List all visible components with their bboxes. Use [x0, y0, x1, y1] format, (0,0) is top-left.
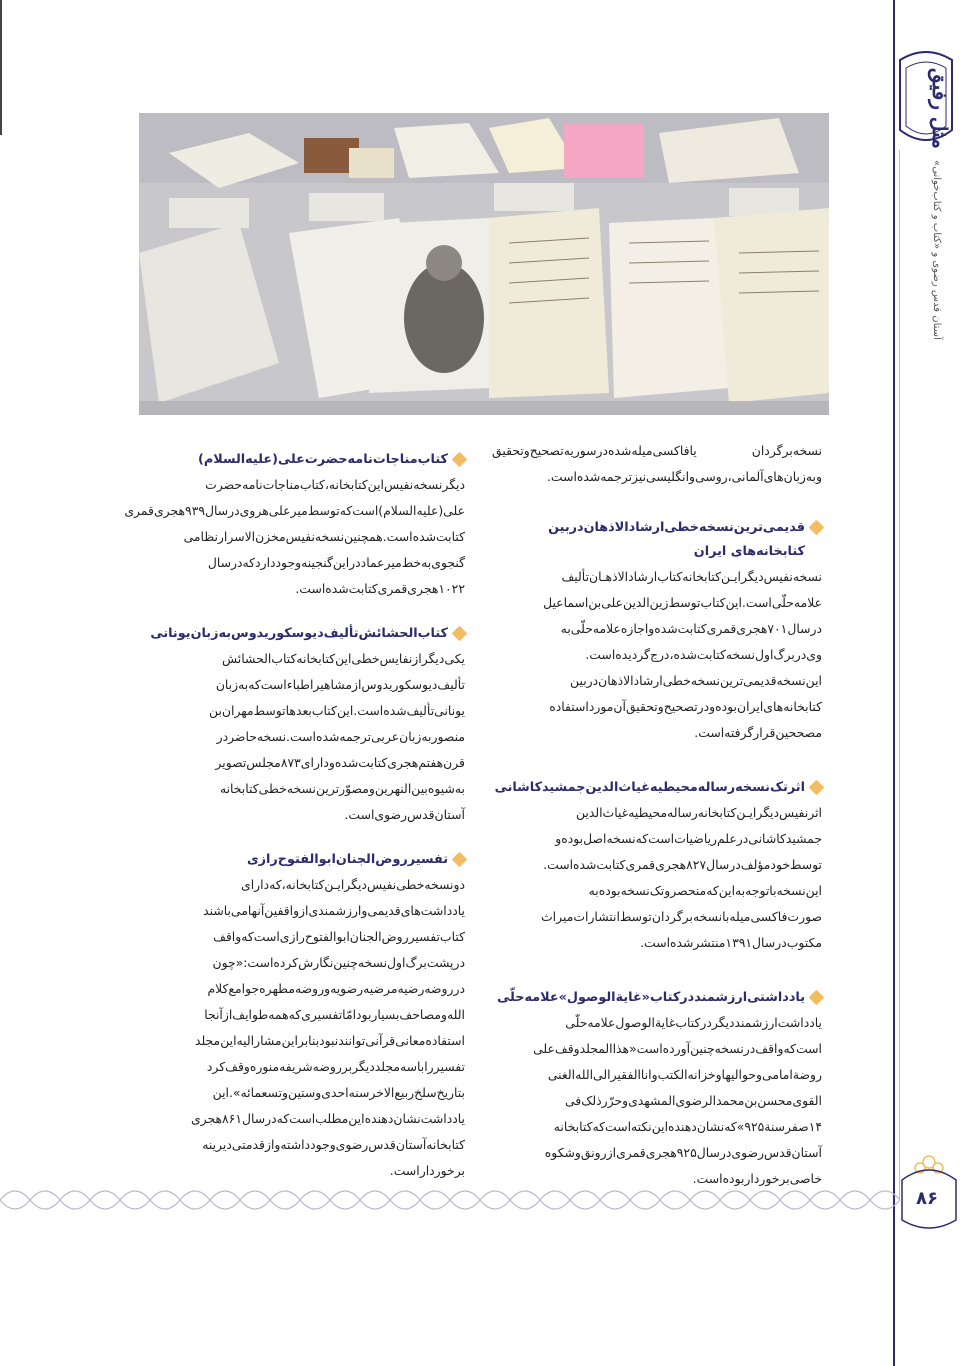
paragraph: این‌نسخه‌باتوجه‌به‌این‌که‌منحصروتک‌نسخه‌بوده‌به صورت‌فاکسی‌میله‌بانسخه‌برگردان‌توسط‌انتشارات‌میراث مکتوب‌درسال۱۳۹۱منتشرشده‌است. — [541, 883, 822, 950]
section-heading — [492, 986, 822, 1010]
diamond-bullet-icon — [809, 780, 825, 796]
page-edge — [0, 0, 2, 135]
intro-paragraph: نسخه‌برگردان یافاکسی‌میله‌شده‌درسوریه‌تصحیح‌وتحقیق وبه‌زبان‌های‌آلمانی،روسی‌وانگلیسی‌نیزترجمه‌شده‌است. — [492, 443, 822, 484]
paragraph: یکی‌دیگرازنفایس‌خطی‌این‌کتابخانه‌کتاب‌الحشائش تألیف‌دیوسکوریدوس‌ازمشاهیراطباءاست‌که‌به‌زبان یونانی‌تألیف‌شده‌است.این‌کتاب‌بعدهاتوسط‌مهران‌بن منصوربه‌زبان‌عربی‌ترجمه‌شده‌است.نسخه‌حاضردر قرن‌هفتم‌هجری‌کتابت‌شده‌ودارای۸۷۳مجلس‌تصویر به‌شیوه‌بین‌النهرین‌ومصوّرترین‌نسخه‌خطی‌کتابخانه آستان‌قدس‌رضوی‌است. — [209, 651, 465, 822]
heading-text: قدیمی‌ترین‌نسخه‌خطی‌ارشادالاذهان‌دربین کتابخانه‌های ایران — [548, 520, 805, 559]
heading-text: کتاب‌الحشائش‌تألیف‌دیوسکوریدوس‌به‌زبان‌یونانی — [150, 626, 448, 641]
diamond-bullet-icon — [452, 852, 468, 868]
side-strip — [892, 0, 966, 1366]
paragraph: دونسخه‌خطی‌نفیس‌دیگرایـن‌کتابخانه،که‌دارای یادداشت‌های‌قدیمی‌وارزشمندی‌ازواقفین‌آنهامی‌باشند کتاب‌تفسیرروض‌الجنان‌ابوالفتوح‌رازی‌است‌که‌واقف درپشت‌برگ‌اول‌نسخه‌چنین‌نگارش‌کرده‌است:«چون درروضه‌رضیه‌مرضیه‌رضویه‌وروضه‌مطهره‌جوامع‌کلام الله‌ومصاحف‌بسیاربودامّاتفسیری‌که‌همه‌طوایف‌ازآنجا استفاده‌معانی‌قرآنی‌توانندنبودبنابراین‌مشارالیه‌این‌مجلد تفسیررابا‌سه‌مجلددیگربرروضه‌شریفه‌منوره‌وقف‌کرد بتاریخ‌سلخ‌ربیع‌الاخرسنه‌احدی‌وستین‌وتسعمائه».این یادداشت‌نشان‌دهنده‌این‌مطلب‌است‌که‌درسال۸۶۱هجری کتابخانه‌آستان‌قدس‌رضوی‌وجودداشته‌وازقدمتی‌دیرینه برخوردار‌است. — [190, 877, 465, 1178]
paragraph: یادداشت‌ارزشمنددیگردرکتاب‌غایة‌الوصول‌علامه‌حلّی است‌که‌واقف‌درنسخه‌چنین‌آورده‌است«هذاالمجلدوقف‌علی روضة‌امامی‌وحوالیهاوخزانه‌الکتب‌وانا‌الفقیرالی‌الله‌الغنی القوی‌محسن‌بن‌محمدالرضوی‌المشهدی‌وحرّرذلک‌فی ۱۴صفرسنة۹۲۵»که‌نشان‌دهنده‌این‌نکته‌است‌که‌کتابخانه آستان‌قدس‌رضوی‌درسال۹۲۵هجری‌قمری‌ازرونق‌وشکوه خاصی‌برخورداربوده‌است. — [533, 1015, 822, 1186]
logo-text: مثل رفیق — [928, 68, 952, 149]
diamond-bullet-icon — [452, 626, 468, 642]
right-column — [492, 438, 822, 1210]
manuscripts-photo — [139, 113, 829, 415]
section-irshad — [492, 516, 822, 746]
heading-text: تفسیرروض‌الجنان‌ابوالفتوح‌رازی — [246, 852, 448, 867]
section-monajat — [124, 448, 465, 602]
section-heading — [135, 448, 465, 472]
page-number: ۸۶ — [916, 1188, 938, 1209]
section-heading — [135, 848, 465, 872]
section-heading — [492, 776, 822, 800]
breadcrumb: آستان قدس رضوی و «کتاب و کتاب‌خوانی» — [931, 160, 942, 340]
diamond-bullet-icon — [452, 452, 468, 468]
diamond-bullet-icon — [809, 520, 825, 536]
footer-arabesque-pattern — [0, 1180, 900, 1220]
side-line-thin — [899, 150, 900, 1200]
section-mohitiyeh — [492, 776, 822, 956]
manuscripts-illustration — [139, 113, 829, 415]
left-column — [124, 448, 465, 1202]
diamond-bullet-icon — [809, 990, 825, 1006]
paragraph: این‌نسخه‌قدیمی‌ترین‌نسخه‌خطی‌ارشادالاذهان‌دربین کتابخانه‌های‌ایران‌بوده‌ودرتصحیح‌وتحقیق‌آن‌مورداستفاده مصححین‌قرارگرفته‌است. — [549, 673, 822, 740]
heading-text: یادداشتی‌ارزشمنددرکتاب«غایة‌الوصول»علامه‌حلّی — [497, 990, 805, 1005]
section-heading — [492, 516, 822, 564]
section-heading — [135, 622, 465, 646]
heading-text: کتاب‌مناجات‌نامه‌حضرت‌علی‌(علیه‌السلام) — [198, 452, 448, 467]
paragraph: دیگرنسخه‌نفیس‌این‌کتابخانه،کتاب‌مناجات‌نامه‌حضرت علی(علیه‌السلام)است‌که‌توسط‌میرعلی‌هروی‌درسال۹۳۹هجری‌قمری کتابت‌شده‌است.همچنین‌نسخه‌نفیس‌مخزن‌الاسرارنظامی گنجوی‌به‌خط‌میرعماددراین‌گنجینه‌وجوددارد‌که‌درسال ۱۰۲۲هجری‌قمری‌کتابت‌شده‌است. — [124, 477, 465, 596]
section-ghayat — [492, 986, 822, 1192]
heading-text: اثرتک‌نسخه‌رساله‌محیطیه‌غیاث‌الدین‌جمشیدکاشانی — [494, 780, 805, 795]
paragraph: نسخه‌نفیس‌دیگرایـن‌کتابخانه‌کتاب‌ارشادالاذهـان‌تألیف علامه‌حلّی‌است.این‌کتاب‌توسط‌زین‌الدین‌علی‌بن‌اسماعیل درسال۷۰۱هجری‌قمری‌کتابت‌شده‌واجازه‌علامه‌حلّی‌به وی‌در‌برگ‌اول‌نسخه‌کتابت‌شده،درج‌گردیده‌است. — [543, 569, 822, 662]
section-tafsir — [135, 848, 465, 1184]
section-hashaesh — [135, 622, 465, 828]
side-line — [893, 0, 895, 1366]
paragraph: اثرنفیس‌دیگرایـن‌کتابخانه‌رساله‌محیطیه‌غیاث‌الدین جمشید‌کاشانی‌درعلم‌ریاضیات‌است‌که‌نسخه‌اصل‌بوده‌و توسط‌خودمؤلف‌درسال۸۲۷هجری‌قمری‌کتابت‌شده‌است. — [543, 805, 822, 872]
intro-section — [492, 438, 822, 490]
